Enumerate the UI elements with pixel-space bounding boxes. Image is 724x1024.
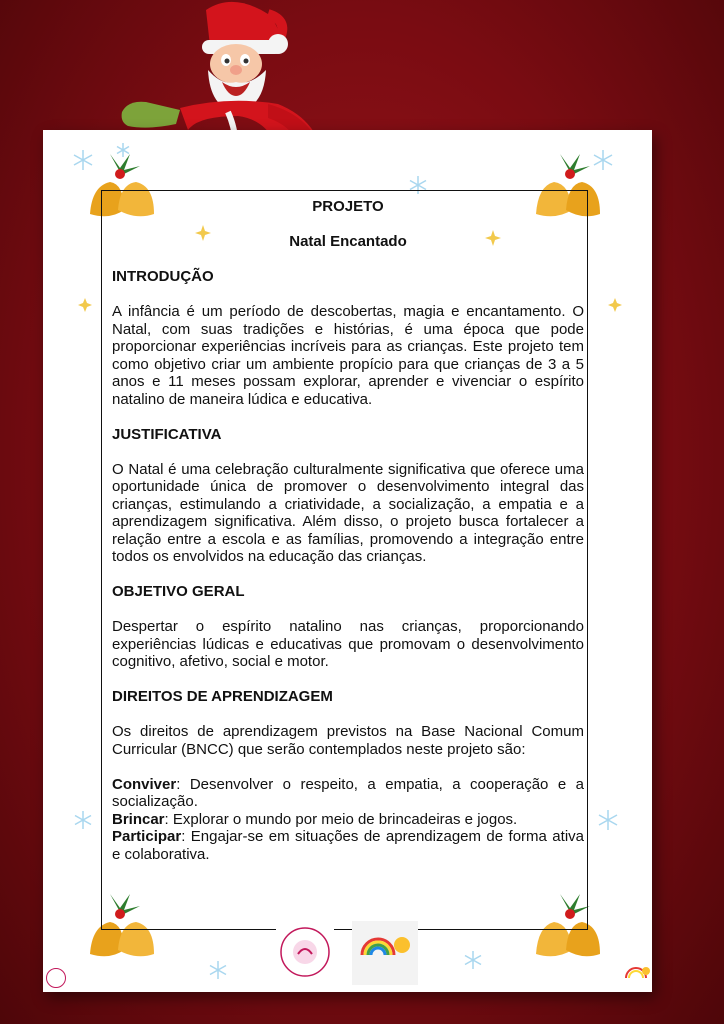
small-logo — [46, 968, 66, 988]
section-text: Os direitos de aprendizagem previstos na Base Nacional Comum Curricular (BNCC) que serão contemplados neste projeto são: — [112, 723, 584, 758]
right-item — [112, 811, 584, 829]
right-desc: : Desenvolver o respeito, a empatia, a cooperação e a socialização. — [112, 775, 584, 810]
section-heading: DIREITOS DE APRENDIZAGEM — [112, 688, 333, 705]
right-desc: : Engajar-se em situações de aprendizagem de forma ativa e colaborativa. — [112, 828, 584, 863]
section-heading: OBJETIVO GERAL — [112, 583, 245, 600]
right-item — [112, 828, 584, 863]
section-text: A infância é um período de descobertas, magia e encantamento. O Natal, com suas tradições e histórias, é uma época que pode proporcionar experiências incríveis para as crianças. Este projeto tem como objetivo criar um ambiente propício para que crianças de 3 a 5 anos e 11 meses possam explorar, aprender e vivenciar o espírito natalino de maneira lúdica e educativa. — [112, 303, 584, 408]
right-term: Conviver — [112, 775, 177, 793]
document-title: PROJETO — [312, 198, 384, 215]
recursos-alfabetizacao-logo — [352, 921, 418, 985]
document-content — [112, 198, 584, 863]
right-term: Participar — [112, 828, 182, 845]
right-desc: : Explorar o mundo por meio de brincadeiras e jogos. — [164, 810, 518, 828]
small-logo — [622, 962, 652, 986]
document-subtitle: Natal Encantado — [289, 233, 407, 250]
right-term: Brincar — [112, 810, 165, 828]
right-item — [112, 776, 584, 811]
section-text: O Natal é uma celebração culturalmente significativa que oferece uma oportunidade única de promover o desenvolvimento integral das crianças, estimulando a criatividade, a socialização, a empatia e a aprendizagem significativa. Além disso, o projeto busca fortalecer a relação entre a escola e as famílias, promovendo a integração entre todos os envolvidos na educação das crianças. — [112, 460, 584, 565]
section-text: Despertar o espírito natalino nas crianças, proporcionando experiências lúdicas e educativas que promovam o desenvolvimento cognitivo, afetivo, social e motor. — [112, 618, 584, 670]
section-heading: INTRODUÇÃO — [112, 268, 214, 285]
section-heading: JUSTIFICATIVA — [112, 425, 222, 443]
professora-renata-logo — [276, 924, 334, 980]
